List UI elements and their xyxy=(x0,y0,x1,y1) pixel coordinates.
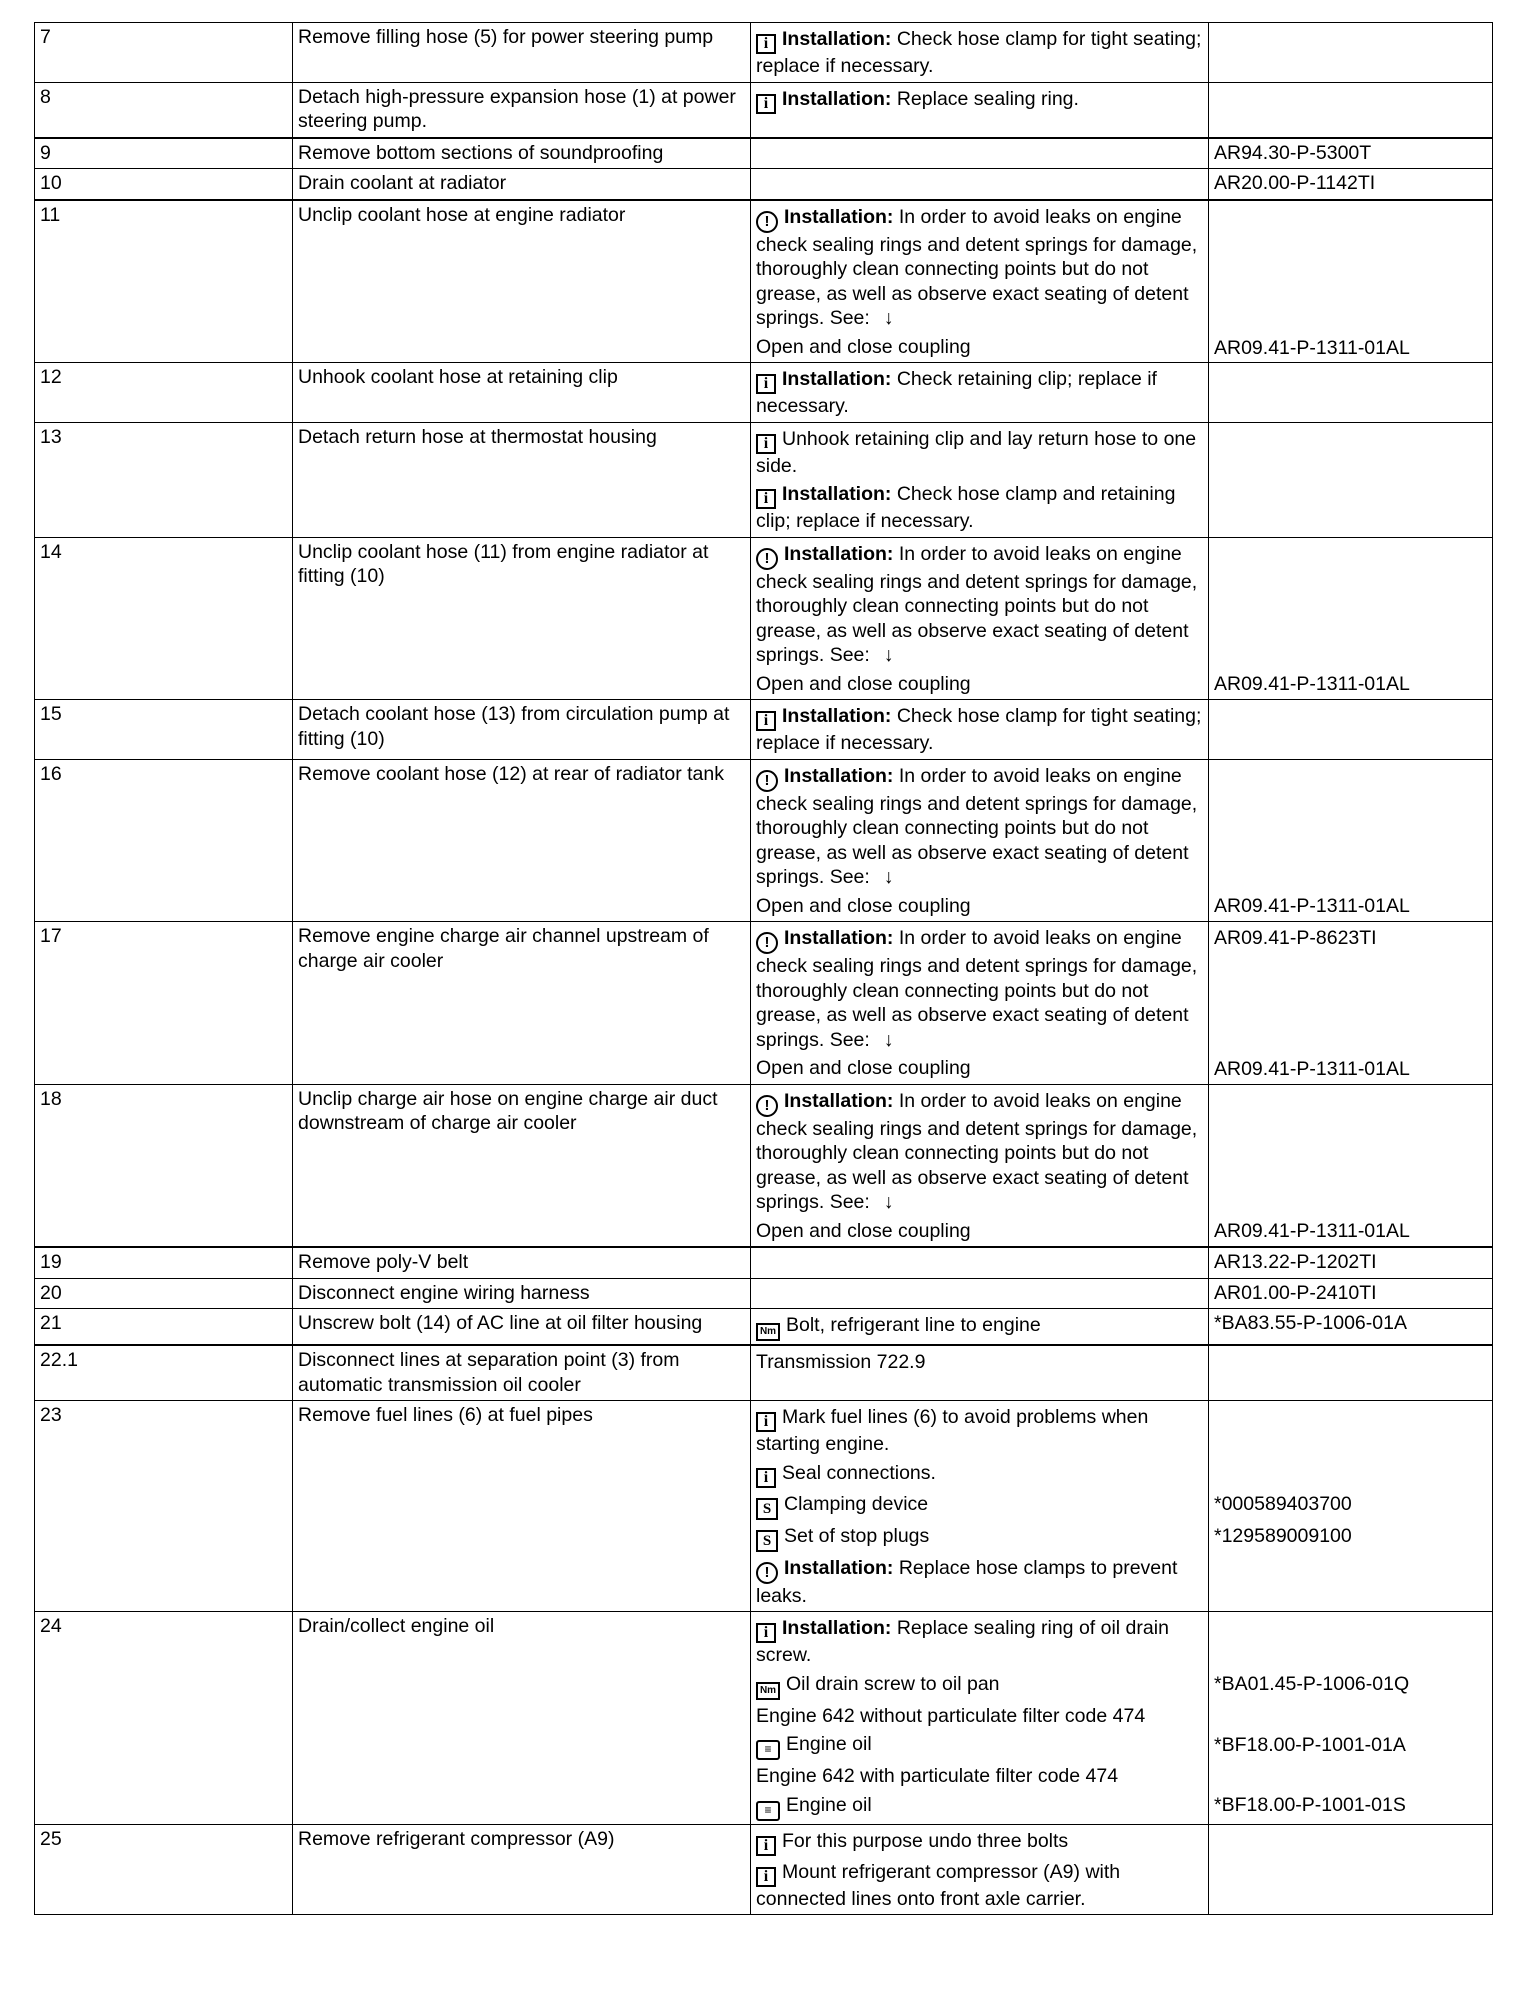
info-icon: i xyxy=(756,374,776,394)
note-text: Replace sealing ring of oil drain screw. xyxy=(756,1617,1169,1666)
warning-icon: ! xyxy=(756,548,778,570)
step-references xyxy=(1209,922,1493,1085)
note-text: Open and close coupling xyxy=(756,894,971,917)
step-references xyxy=(1209,537,1493,700)
step-number: 15 xyxy=(35,700,293,760)
info-icon: i xyxy=(756,489,776,509)
reference-code: *BF18.00-P-1001-01S xyxy=(1214,1794,1406,1816)
step-references xyxy=(1209,422,1493,537)
note-entry xyxy=(756,1556,1204,1609)
note-text: Seal connections. xyxy=(782,1461,936,1484)
see-arrow-icon: ↓ xyxy=(883,1191,894,1213)
note-text: Engine oil xyxy=(786,1793,872,1816)
step-number: 20 xyxy=(35,1278,293,1309)
table-row xyxy=(35,1824,1493,1915)
see-arrow-icon: ↓ xyxy=(883,1028,894,1051)
step-notes xyxy=(751,1278,1209,1309)
note-entry xyxy=(756,205,1204,331)
note-entry xyxy=(756,1089,1204,1215)
note-entry xyxy=(756,1860,1204,1912)
note-entry xyxy=(756,427,1204,479)
step-number: 12 xyxy=(35,363,293,423)
step-references xyxy=(1209,1612,1493,1825)
step-number: 25 xyxy=(35,1824,293,1915)
note-text: Engine 642 without particulate filter code 474 xyxy=(756,1704,1146,1727)
note-text: Check hose clamp and retaining clip; replace if necessary. xyxy=(756,483,1176,532)
note-entry xyxy=(756,1461,1204,1488)
note-entry xyxy=(756,1350,1204,1375)
note-entry xyxy=(756,1829,1204,1856)
step-number: 24 xyxy=(35,1612,293,1825)
info-icon: i xyxy=(756,94,776,114)
note-text: Unhook retaining clip and lay return hose to one side. xyxy=(756,427,1197,477)
note-text: Open and close coupling xyxy=(756,1219,971,1242)
step-references xyxy=(1209,1824,1493,1915)
installation-label: Installation: xyxy=(784,205,894,228)
special-tool-icon: S xyxy=(756,1498,778,1520)
installation-label: Installation: xyxy=(782,368,892,390)
step-number: 16 xyxy=(35,759,293,922)
step-description: Remove refrigerant compressor (A9) xyxy=(293,1824,751,1915)
step-number: 21 xyxy=(35,1309,293,1346)
step-description: Unhook coolant hose at retaining clip xyxy=(293,363,751,423)
see-arrow-icon: ↓ xyxy=(883,644,894,666)
table-row xyxy=(35,169,1493,200)
note-entry xyxy=(756,1056,1204,1081)
step-number: 7 xyxy=(35,23,293,83)
note-text: In order to avoid leaks on engine check sealing rings and detent springs for damage, thoroughly clean connecting points but do not grease, as well as observe exact seating of detent springs. See: xyxy=(756,1089,1198,1213)
step-references xyxy=(1209,1309,1493,1346)
see-arrow-icon: ↓ xyxy=(883,307,894,329)
table-row xyxy=(35,1309,1493,1346)
step-notes xyxy=(751,1084,1209,1247)
info-icon: i xyxy=(756,711,776,731)
step-references xyxy=(1209,23,1493,83)
procedure-table-body xyxy=(35,23,1493,1915)
step-number: 14 xyxy=(35,537,293,700)
step-number: 23 xyxy=(35,1401,293,1612)
step-references xyxy=(1209,1247,1493,1278)
step-notes xyxy=(751,1309,1209,1346)
reference-code: AR94.30-P-5300T xyxy=(1214,141,1372,164)
note-text: Check hose clamp for tight seating; replace if necessary. xyxy=(756,705,1202,754)
table-row xyxy=(35,1345,1493,1401)
note-entry xyxy=(756,1616,1204,1668)
step-notes xyxy=(751,23,1209,83)
step-description: Detach return hose at thermostat housing xyxy=(293,422,751,537)
step-description: Detach coolant hose (13) from circulation pump at fitting (10) xyxy=(293,700,751,760)
note-text: In order to avoid leaks on engine check sealing rings and detent springs for damage, thoroughly clean connecting points but do not grease, as well as observe exact seating of detent springs. See: xyxy=(756,542,1198,666)
step-references xyxy=(1209,759,1493,922)
step-notes xyxy=(751,1401,1209,1612)
step-description: Unclip coolant hose at engine radiator xyxy=(293,200,751,363)
warning-icon: ! xyxy=(756,1095,778,1117)
step-description: Unscrew bolt (14) of AC line at oil filter housing xyxy=(293,1309,751,1346)
step-notes xyxy=(751,1824,1209,1915)
warning-icon: ! xyxy=(756,211,778,233)
note-entry xyxy=(756,87,1204,114)
info-icon: i xyxy=(756,434,776,454)
step-description: Remove bottom sections of soundproofing xyxy=(293,138,751,169)
info-icon: i xyxy=(756,1623,776,1643)
step-references xyxy=(1209,138,1493,169)
table-row xyxy=(35,82,1493,138)
step-notes xyxy=(751,759,1209,922)
installation-label: Installation: xyxy=(784,927,894,949)
note-entry xyxy=(756,1492,1204,1520)
procedure-table xyxy=(34,22,1493,1915)
note-entry xyxy=(756,1219,1204,1244)
table-row xyxy=(35,1401,1493,1612)
note-text: Transmission 722.9 xyxy=(756,1351,926,1373)
note-text: Mark fuel lines (6) to avoid problems when starting engine. xyxy=(756,1406,1149,1455)
installation-label: Installation: xyxy=(782,705,892,727)
note-text: Mount refrigerant compressor (A9) with connected lines onto front axle carrier. xyxy=(756,1860,1121,1910)
reference-code: AR01.00-P-2410TI xyxy=(1214,1281,1377,1304)
table-row xyxy=(35,1247,1493,1278)
note-text: Bolt, refrigerant line to engine xyxy=(786,1314,1041,1336)
note-entry xyxy=(756,1764,1204,1789)
step-description: Remove filling hose (5) for power steering pump xyxy=(293,23,751,83)
note-entry xyxy=(756,1793,1204,1821)
torque-icon: Nm xyxy=(756,1323,780,1341)
note-text: Replace hose clamps to prevent leaks. xyxy=(756,1556,1178,1607)
note-text: Clamping device xyxy=(784,1492,929,1515)
installation-label: Installation: xyxy=(782,1617,892,1639)
step-references xyxy=(1209,1345,1493,1401)
step-notes xyxy=(751,363,1209,423)
warning-icon: ! xyxy=(756,932,778,954)
procedure-document xyxy=(34,22,1492,1915)
step-description: Unclip coolant hose (11) from engine radiator at fitting (10) xyxy=(293,537,751,700)
step-description: Detach high-pressure expansion hose (1) at power steering pump. xyxy=(293,82,751,138)
step-description: Remove fuel lines (6) at fuel pipes xyxy=(293,1401,751,1612)
step-description: Disconnect engine wiring harness xyxy=(293,1278,751,1309)
reference-code: AR09.41-P-1311-01AL xyxy=(1214,1220,1410,1242)
note-text: Set of stop plugs xyxy=(784,1524,930,1547)
reference-code: AR09.41-P-1311-01AL xyxy=(1214,336,1410,359)
table-row xyxy=(35,922,1493,1085)
step-notes xyxy=(751,700,1209,760)
step-references xyxy=(1209,1401,1493,1612)
see-arrow-icon: ↓ xyxy=(883,866,894,888)
step-number: 17 xyxy=(35,922,293,1085)
note-entry xyxy=(756,1524,1204,1552)
warning-icon: ! xyxy=(756,1562,778,1584)
info-icon: i xyxy=(756,34,776,54)
note-entry xyxy=(756,672,1204,697)
note-entry xyxy=(756,335,1204,360)
step-notes xyxy=(751,422,1209,537)
step-references xyxy=(1209,82,1493,138)
table-row xyxy=(35,537,1493,700)
note-entry xyxy=(756,367,1204,419)
info-icon: i xyxy=(756,1412,776,1432)
note-entry xyxy=(756,764,1204,890)
step-number: 10 xyxy=(35,169,293,200)
note-text: Engine 642 with particulate filter code 474 xyxy=(756,1765,1119,1787)
table-row xyxy=(35,1278,1493,1309)
reference-code: AR20.00-P-1142TI xyxy=(1214,172,1376,194)
installation-label: Installation: xyxy=(782,87,892,110)
step-references xyxy=(1209,1084,1493,1247)
note-text: In order to avoid leaks on engine check sealing rings and detent springs for damage, thoroughly clean connecting points but do not grease, as well as observe exact seating of detent springs. See: xyxy=(756,764,1198,888)
step-number: 18 xyxy=(35,1084,293,1247)
reference-code: AR09.41-P-1311-01AL xyxy=(1214,1057,1410,1080)
step-notes xyxy=(751,169,1209,200)
note-text: Replace sealing ring. xyxy=(891,87,1079,110)
note-text: In order to avoid leaks on engine check sealing rings and detent springs for damage, thoroughly clean connecting points but do not grease, as well as observe exact seating of detent springs. See: xyxy=(756,205,1198,329)
step-notes xyxy=(751,537,1209,700)
step-references xyxy=(1209,363,1493,423)
reference-code: AR09.41-P-1311-01AL xyxy=(1214,673,1410,695)
note-entry xyxy=(756,894,1204,919)
installation-label: Installation: xyxy=(782,28,892,50)
step-description: Drain/collect engine oil xyxy=(293,1612,751,1825)
table-row xyxy=(35,1084,1493,1247)
step-notes xyxy=(751,82,1209,138)
step-description: Drain coolant at radiator xyxy=(293,169,751,200)
step-notes xyxy=(751,1612,1209,1825)
special-tool-icon: S xyxy=(756,1530,778,1552)
installation-label: Installation: xyxy=(784,764,894,787)
reference-code: AR09.41-P-1311-01AL xyxy=(1214,895,1410,917)
note-text: Open and close coupling xyxy=(756,1057,971,1079)
table-row xyxy=(35,200,1493,363)
reference-code: AR13.22-P-1202TI xyxy=(1214,1251,1377,1273)
installation-label: Installation: xyxy=(784,1556,894,1579)
step-references xyxy=(1209,1278,1493,1309)
note-text: Check retaining clip; replace if necessary. xyxy=(756,368,1157,417)
info-icon: i xyxy=(756,1836,776,1856)
step-description: Remove poly-V belt xyxy=(293,1247,751,1278)
note-entry xyxy=(756,1704,1204,1729)
note-text: Check hose clamp for tight seating; replace if necessary. xyxy=(756,28,1202,77)
step-description: Unclip charge air hose on engine charge air duct downstream of charge air cooler xyxy=(293,1084,751,1247)
step-description: Disconnect lines at separation point (3) from automatic transmission oil cooler xyxy=(293,1345,751,1401)
step-number: 11 xyxy=(35,200,293,363)
table-row xyxy=(35,1612,1493,1825)
step-number: 8 xyxy=(35,82,293,138)
step-references xyxy=(1209,700,1493,760)
note-entry xyxy=(756,1672,1204,1700)
step-description: Remove engine charge air channel upstream of charge air cooler xyxy=(293,922,751,1085)
step-references xyxy=(1209,200,1493,363)
reference-code: *BF18.00-P-1001-01A xyxy=(1214,1733,1406,1756)
warning-icon: ! xyxy=(756,770,778,792)
reference-code: *BA01.45-P-1006-01Q xyxy=(1214,1673,1410,1695)
step-notes xyxy=(751,200,1209,363)
table-row xyxy=(35,422,1493,537)
note-entry xyxy=(756,1732,1204,1760)
reference-code: *BA83.55-P-1006-01A xyxy=(1214,1312,1407,1334)
info-icon: i xyxy=(756,1468,776,1488)
oil-can-icon: ≡ xyxy=(756,1801,780,1821)
installation-label: Installation: xyxy=(782,483,892,505)
installation-label: Installation: xyxy=(784,542,894,565)
table-row xyxy=(35,759,1493,922)
note-text: For this purpose undo three bolts xyxy=(782,1829,1069,1852)
oil-can-icon: ≡ xyxy=(756,1740,780,1760)
note-entry xyxy=(756,482,1204,534)
note-text: In order to avoid leaks on engine check sealing rings and detent springs for damage, thoroughly clean connecting points but do not grease, as well as observe exact seating of detent springs. See: xyxy=(756,927,1198,1051)
step-number: 22.1 xyxy=(35,1345,293,1401)
step-number: 19 xyxy=(35,1247,293,1278)
note-text: Oil drain screw to oil pan xyxy=(786,1672,1000,1695)
table-row xyxy=(35,23,1493,83)
note-entry xyxy=(756,542,1204,668)
note-entry xyxy=(756,27,1204,79)
reference-code: *129589009100 xyxy=(1214,1525,1352,1547)
reference-code: AR09.41-P-8623TI xyxy=(1214,927,1377,949)
torque-icon: Nm xyxy=(756,1682,780,1700)
step-notes xyxy=(751,1247,1209,1278)
note-text: Open and close coupling xyxy=(756,672,971,695)
table-row xyxy=(35,700,1493,760)
table-row xyxy=(35,363,1493,423)
note-text: Engine oil xyxy=(786,1733,872,1755)
reference-code: *000589403700 xyxy=(1214,1493,1352,1515)
note-entry xyxy=(756,1313,1204,1341)
note-text: Open and close coupling xyxy=(756,335,971,358)
step-number: 9 xyxy=(35,138,293,169)
step-description: Remove coolant hose (12) at rear of radiator tank xyxy=(293,759,751,922)
info-icon: i xyxy=(756,1867,776,1887)
step-notes xyxy=(751,138,1209,169)
step-notes xyxy=(751,922,1209,1085)
note-entry xyxy=(756,704,1204,756)
table-row xyxy=(35,138,1493,169)
installation-label: Installation: xyxy=(784,1089,894,1112)
step-number: 13 xyxy=(35,422,293,537)
note-entry xyxy=(756,926,1204,1052)
step-notes xyxy=(751,1345,1209,1401)
note-entry xyxy=(756,1405,1204,1457)
step-references xyxy=(1209,169,1493,200)
